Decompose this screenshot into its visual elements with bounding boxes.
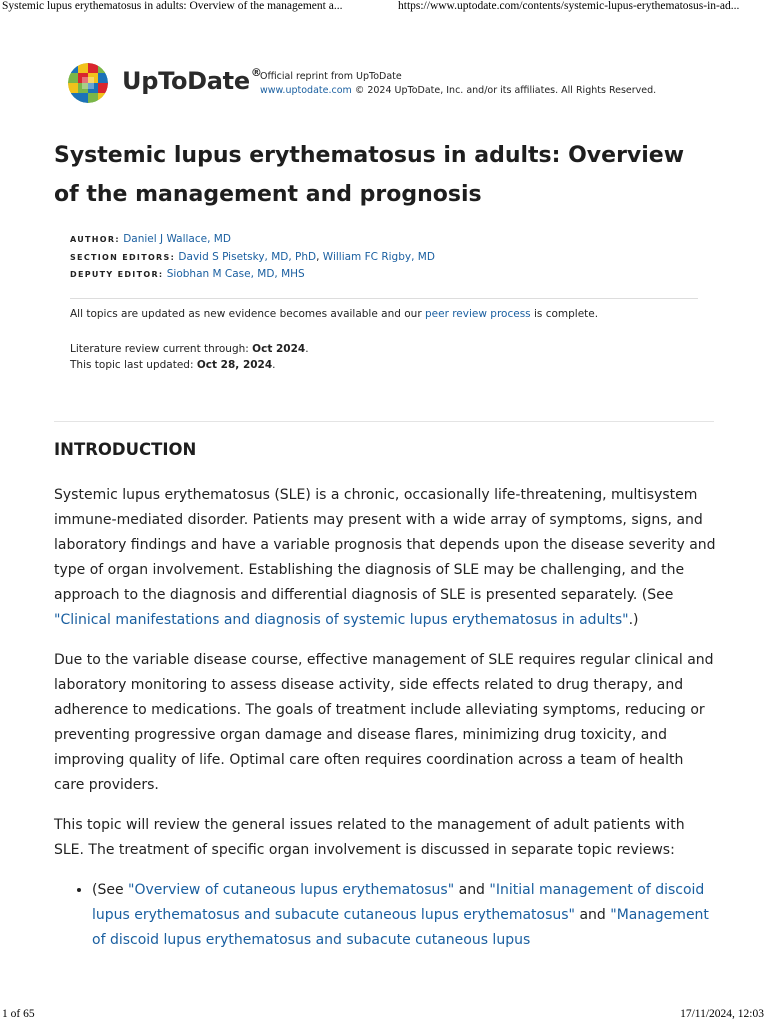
uptodate-wordmark (122, 67, 262, 95)
update-note (70, 308, 598, 320)
print-header (0, 0, 768, 16)
section-heading: INTRODUCTION (54, 440, 197, 459)
deputy-editor-row (70, 266, 435, 284)
period: . (272, 359, 276, 371)
uptodate-site-link[interactable]: www.uptodate.com (260, 85, 352, 96)
period: . (305, 343, 309, 355)
topic-link-management-discoid[interactable]: "Management of discoid lupus erythematosus and subacute cutaneous lupus (92, 907, 709, 948)
topic-link-clinical-manifestations[interactable]: "Clinical manifestations and diagnosis of systemic lupus erythematosus in adults" (54, 612, 629, 628)
bullet-and: and (579, 907, 606, 923)
paragraph-end: .) (628, 612, 639, 628)
paragraph-text: Systemic lupus erythematosus (SLE) is a chronic, occasionally life-threatening, multisystem immune-mediated disorder. Patients may present with a wide array of symptoms, signs, and laboratory findings and have a variable prognosis that depends upon the disease severity and type of organ involvement. Establishing the diagnosis of SLE may be challenging, and the approach to the diagnosis and differential diagnosis of SLE is presented separately. (See (54, 487, 716, 603)
updated-label: This topic last updated: (70, 359, 194, 371)
author-link[interactable]: Daniel J Wallace, MD (123, 233, 231, 245)
literature-review-line (70, 341, 309, 357)
bullet-and: and (458, 882, 485, 898)
article-body (54, 483, 718, 953)
paragraph (54, 483, 718, 633)
print-header-url: https://www.uptodate.com/contents/systemic-lupus-erythematosus-in-ad... (398, 0, 740, 12)
reprint-notice (260, 70, 656, 98)
last-updated-line (70, 357, 309, 373)
list-item (92, 878, 718, 953)
topic-link-cutaneous-overview[interactable]: "Overview of cutaneous lupus erythematosus" (128, 882, 455, 898)
divider (54, 421, 714, 422)
update-note-text: All topics are updated as new evidence becomes available and our (70, 308, 422, 320)
review-dates (70, 341, 309, 373)
author-row (70, 231, 435, 249)
section-editor-separator: , (316, 250, 320, 263)
peer-review-link[interactable]: peer review process (424, 308, 531, 320)
print-footer (0, 1008, 768, 1024)
deputy-editor-label: DEPUTY EDITOR: (70, 270, 164, 279)
bullet-open: (See (92, 882, 124, 898)
copyright-line (260, 84, 656, 98)
reprint-label: Official reprint from UpToDate (260, 71, 402, 82)
author-label: AUTHOR: (70, 235, 120, 244)
section-editors-label: SECTION EDITORS: (70, 252, 176, 262)
topic-link-initial-management-discoid[interactable]: "Initial management of discoid lupus erythematosus and subacute cutaneous lupus erythematosus" (92, 882, 705, 923)
deputy-editor-link[interactable]: Siobhan M Case, MD, MHS (166, 268, 305, 280)
paragraph: This topic will review the general issues related to the management of adult patients with SLE. The treatment of specific organ involvement is discussed in separate topic reviews: (54, 817, 685, 858)
registered-mark: ® (250, 66, 262, 79)
copyright-text: © 2024 UpToDate, Inc. and/or its affiliates. All Rights Reserved. (354, 85, 657, 96)
updated-value: Oct 28, 2024 (196, 359, 273, 371)
topic-list (54, 878, 718, 953)
uptodate-brand (68, 62, 262, 104)
divider (70, 298, 698, 299)
update-note-end: is complete. (533, 308, 599, 320)
lit-review-value: Oct 2024 (252, 343, 306, 355)
section-editor-link-2[interactable]: William FC Rigby, MD (322, 250, 435, 263)
print-datetime: 17/11/2024, 12:03 (680, 1008, 764, 1020)
section-editor-link-1[interactable]: David S Pisetsky, MD, PhD (178, 250, 317, 263)
section-editors-row (70, 249, 435, 267)
page-count: 1 of 65 (2, 1008, 35, 1020)
brand-name: UpToDate (122, 67, 250, 95)
article-title: Systemic lupus erythematosus in adults: Overview of the management and prognosis (54, 143, 685, 207)
uptodate-logo-icon (68, 63, 108, 103)
lit-review-label: Literature review current through: (70, 343, 249, 355)
paragraph: Due to the variable disease course, effective management of SLE requires regular clinical and laboratory monitoring to assess disease activity, side effects related to drug therapy, and adherence to medications. The goals of treatment include alleviating symptoms, reducing or preventing progressive organ damage and disease flares, minimizing drug toxicity, and improving quality of life. Optimal care often requires coordination across a team of health care providers. (54, 652, 714, 793)
article-credits (70, 231, 435, 284)
print-header-title: Systemic lupus erythematosus in adults: Overview of the management a... (2, 0, 343, 12)
